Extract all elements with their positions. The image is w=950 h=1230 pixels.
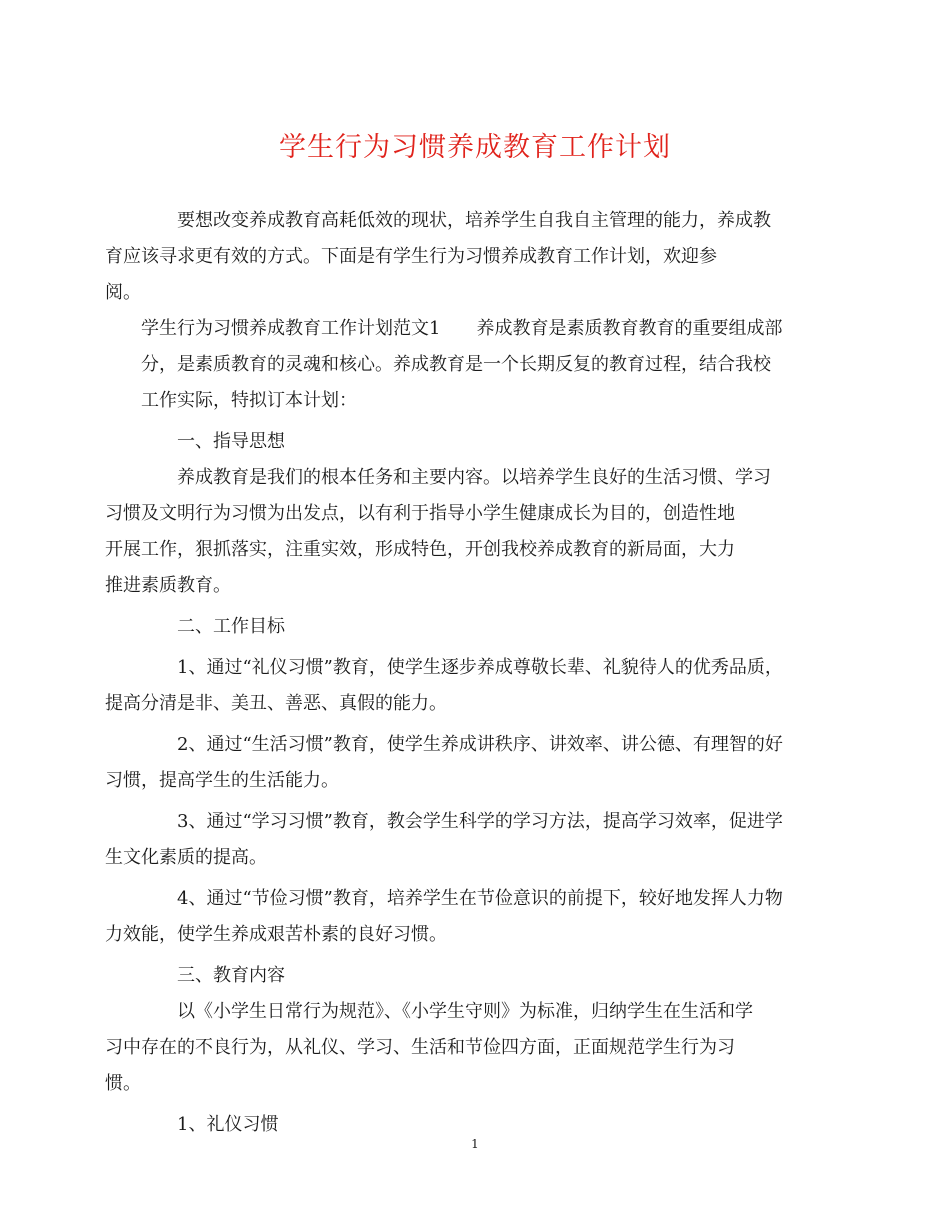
section-heading [141,609,811,645]
goal-item [105,804,811,876]
text-line: 习惯，提高学生的生活能力。 [105,770,339,791]
body-paragraph [105,994,811,1102]
text-line: 分，是素质教育的灵魂和核心。养成教育是一个长期反复的教育过程，结合我校 [141,354,771,375]
text-line: 力效能，使学生养成艰苦朴素的良好习惯。 [105,924,447,945]
document-body [105,203,811,1143]
text-line: 1、礼仪习惯 [177,1114,279,1135]
text-line: 要想改变养成教育高耗低效的现状，培养学生自我自主管理的能力，养成教 [177,210,771,231]
text-line: 4、通过“节俭习惯”教育，培养学生在节俭意识的前提下，较好地发挥人力物 [177,888,783,909]
goal-item [105,881,811,953]
text-line: 一、指导思想 [177,431,285,452]
goal-item [105,727,811,799]
sample-heading-paragraph [141,311,811,419]
page-number: 1 [471,1137,479,1151]
text-line: 育应该寻求更有效的方式。下面是有学生行为习惯养成教育工作计划，欢迎参 [105,246,717,267]
section-heading [141,958,811,994]
section-heading [141,424,811,460]
text-line: 3、通过“学习习惯”教育，教会学生科学的学习方法，提高学习效率，促进学 [177,811,783,832]
intro-paragraph [105,203,811,311]
text-line: 提高分清是非、美丑、善恶、真假的能力。 [105,693,447,714]
text-line: 2、通过“生活习惯”教育，使学生养成讲秩序、讲效率、讲公德、有理智的好 [177,734,783,755]
goal-item [105,650,811,722]
text-line: 习中存在的不良行为，从礼仪、学习、生活和节俭四方面，正面规范学生行为习 [105,1037,735,1058]
body-paragraph [105,460,811,604]
text-line: 阅。 [105,282,141,303]
text-line: 以《小学生日常行为规范》、《小学生守则》为标准，归纳学生在生活和学 [177,1001,753,1022]
text-line: 二、工作目标 [177,616,285,637]
text-line: 开展工作，狠抓落实，注重实效，形成特色，开创我校养成教育的新局面，大力 [105,539,735,560]
text-line: 工作实际，特拟订本计划： [141,390,357,411]
text-line: 1、通过“礼仪习惯”教育，使学生逐步养成尊敬长辈、礼貌待人的优秀品质， [177,657,783,678]
text-line: 学生行为习惯养成教育工作计划范文1 养成教育是素质教育教育的重要组成部 [141,318,783,339]
text-line: 习惯及文明行为习惯为出发点，以有利于指导小学生健康成长为目的，创造性地 [105,503,735,524]
text-line: 三、教育内容 [177,965,285,986]
text-line: 推进素质教育。 [105,575,231,596]
text-line: 生文化素质的提高。 [105,847,267,868]
text-line: 惯。 [105,1073,141,1094]
document-title: 学生行为习惯养成教育工作计划 [279,132,671,163]
text-line: 养成教育是我们的根本任务和主要内容。以培养学生良好的生活习惯、学习 [177,467,771,488]
